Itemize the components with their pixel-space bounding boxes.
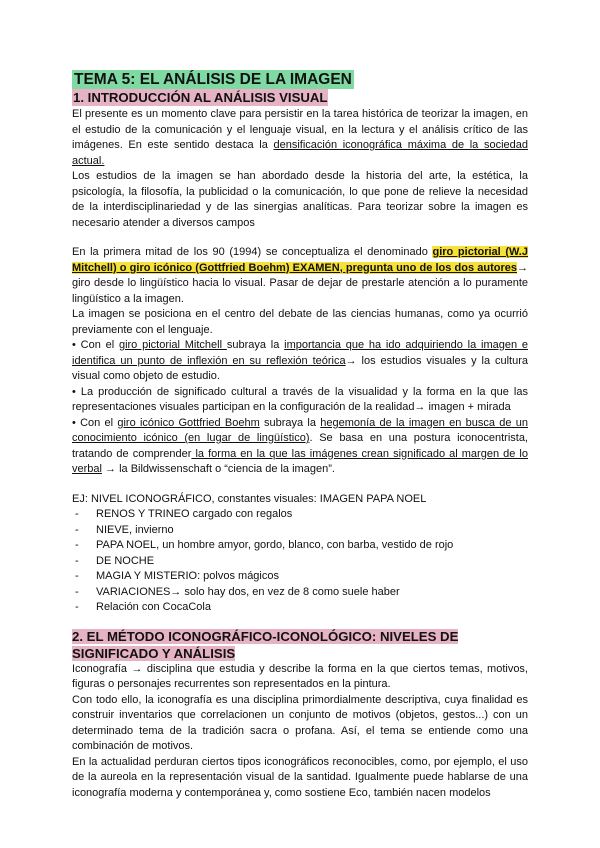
underlined-text: giro pictorial Mitchell: [118, 339, 227, 351]
underlined-text: la forma en la que las imágenes crean significado al margen de lo verbal: [72, 447, 528, 475]
list-item: - DE NOCHE: [72, 554, 528, 570]
paragraph-image-center: La imagen se posiciona en el centro del debate de las ciencias humanas, como ya ocurrió previamente con el lenguaje.: [72, 308, 528, 336]
paragraph-studies: Los estudios de la imagen se han abordado desde la historia del arte, la estética, la psicología, la filosofía, la publicidad o la comunicación, lo que pone de relieve la necesidad de la interdisciplinariedad y de las sinergias analíticas. Para teorizar sobre la imagen es necesario atender a diversos campos: [72, 170, 528, 229]
section-2-heading-text: 2. EL MÉTODO ICONOGRÁFICO-ICONOLÓGICO: NIVELES DE SIGNIFICADO Y ANÁLISIS: [72, 628, 459, 661]
list-item: - PAPA NOEL, un hombre amyor, gordo, blanco, con barba, vestido de rojo: [72, 538, 528, 554]
example-heading: EJ: NIVEL ICONOGRÁFICO, constantes visuales: IMAGEN PAPA NOEL: [72, 492, 427, 505]
text-run: En la primera mitad de los 90 (1994) se conceptualiza el denominado: [72, 246, 433, 258]
underlined-text: densificación iconográfica máxima de la sociedad actual.: [72, 139, 528, 167]
paragraph-pictorial-turn: [72, 245, 528, 307]
text-run: → los estudios visuales y la cultura visual como objeto de estudio.: [72, 354, 528, 382]
list-item: - NIEVE, invierno: [72, 523, 528, 539]
paragraph-descriptive: Con todo ello, la iconografía es una disciplina primordialmente descriptiva, cuya finalidad es construir inventarios que correlacionen un conjunto de motivos (objetos, gestos...) con un determinado tema de la tradición sacra o profana. Así, el tema se entiende como una combinación de motivos.: [72, 693, 528, 752]
text-run: → giro desde lo lingüístico hacia lo visual. Pasar de dejar de prestarle atención a lo puramente lingüístico a la imagen.: [72, 261, 528, 305]
list-item: - VARIACIONES→ solo hay dos, en vez de 8 como suele haber: [72, 585, 528, 601]
bullet-boehm: [72, 416, 528, 478]
list-item: - RENOS Y TRINEO cargado con regalos: [72, 507, 528, 523]
highlighted-text: giro pictorial (W.J Mitchell) o giro icónico (Gottfried Boehm) EXAMEN, pregunta uno de los dos autores: [72, 246, 528, 274]
underlined-text: importancia que ha ido adquiriendo la imagen e identifica un punto de inflexión en su reflexión teórica: [72, 339, 528, 367]
paragraph-intro: [72, 107, 528, 169]
bullet-mitchell: [72, 338, 528, 385]
text-run: • Con el: [72, 416, 118, 429]
text-run: → la Bildwissenschaft o “ciencia de la imagen”.: [101, 463, 335, 475]
text-run: subraya la: [259, 416, 321, 429]
text-run: subraya la: [226, 339, 285, 351]
section-2-heading: [72, 628, 528, 662]
document-content: [72, 70, 528, 801]
example-list: [72, 507, 528, 616]
paragraph-actualidad: En la actualidad perduran ciertos tipos iconográficos reconocibles, como, por ejemplo, el uso de la aureola en la representación visual de la santidad. Igualmente puede hablarse de una iconografía moderna y contemporánea y, como sostiene Eco, también nacen modelos: [72, 755, 528, 799]
bullet-production: • La producción de significado cultural a través de la visualidad y la forma en la que las representaciones visuales participan en la configuración de la realidad→ imagen + mirada: [72, 385, 528, 413]
section-1-heading: [72, 89, 528, 107]
list-item: - Relación con CocaCola: [72, 600, 528, 616]
text-run: El presente es un momento clave para persistir en la tarea histórica de teorizar la imagen, en el estudio de la comunicación y el lenguaje visual, en la lectura y el análisis crítico de las imágenes. En este sentido destaca la: [72, 108, 528, 151]
section-1-heading-text: 1. INTRODUCCIÓN AL ANÁLISIS VISUAL: [73, 90, 328, 105]
list-item: - MAGIA Y MISTERIO: polvos mágicos: [72, 569, 528, 585]
paragraph-iconografia: Iconografía → disciplina que estudia y describe la forma en la que ciertos temas, motivos, figuras o personajes recurrentes son representados en la pintura.: [72, 662, 528, 690]
page-title: [72, 70, 528, 89]
text-run: . Se basa en una postura iconocentrista, tratando de comprender: [72, 432, 528, 460]
underlined-text: hegemonía de la imagen en busca de un conocimiento icónico (en lugar de lingüístico): [72, 416, 528, 444]
underlined-text: giro icónico Gottfried Boehm: [117, 416, 260, 429]
page-title-text: TEMA 5: EL ANÁLISIS DE LA IMAGEN: [74, 71, 352, 88]
text-run: • Con el: [72, 339, 119, 351]
